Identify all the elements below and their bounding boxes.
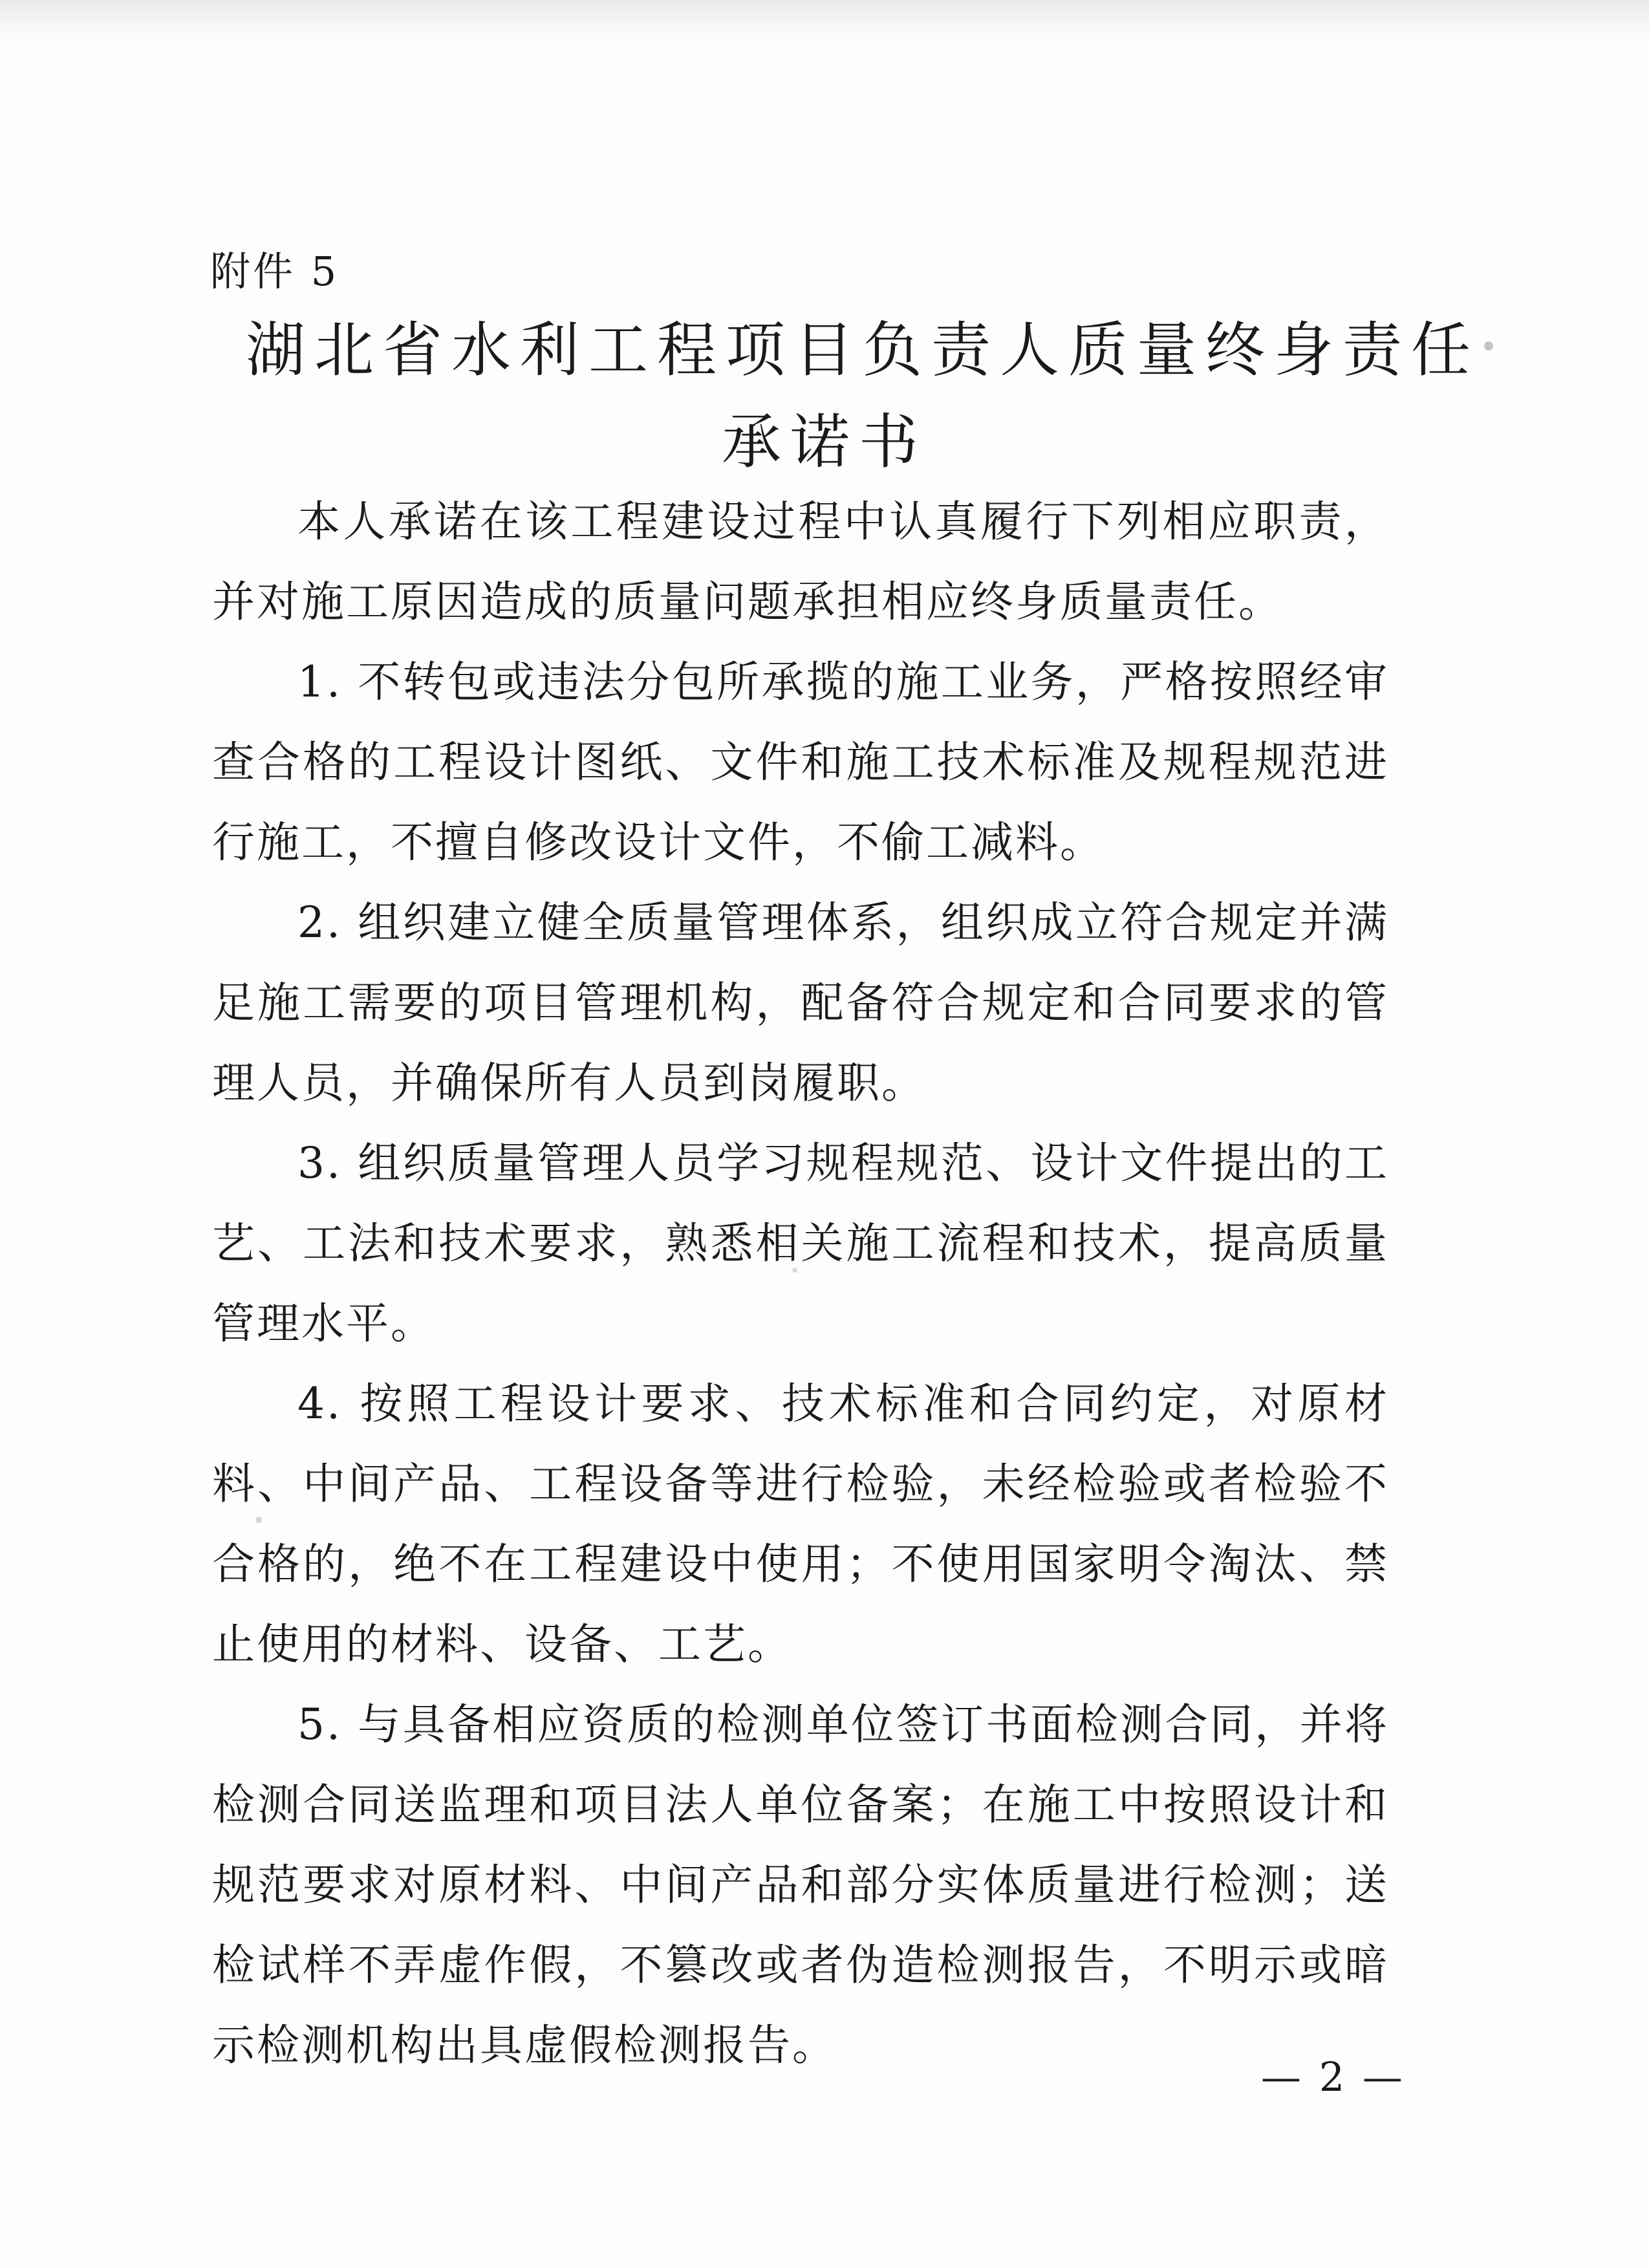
document-body bbox=[212, 482, 1389, 2086]
intro-paragraph: 本人承诺在该工程建设过程中认真履行下列相应职责，并对施工原因造成的质量问题承担相应终身质量责任。 bbox=[212, 497, 1389, 627]
attachment-label: 附件 5 bbox=[210, 248, 339, 295]
commitment-item-2: 2. 组织建立健全质量管理体系，组织成立符合规定并满足施工需要的项目管理机构，配备符合规定和合同要求的管理人员，并确保所有人员到岗履职。 bbox=[212, 898, 1389, 1108]
document-title-line-1: 湖北省水利工程项目负责人质量终身责任 bbox=[246, 316, 1480, 385]
document-title-line-2: 承诺书 bbox=[721, 407, 927, 477]
page-number: — 2 — bbox=[1261, 2053, 1405, 2101]
commitment-item-5: 5. 与具备相应资质的检测单位签订书面检测合同，并将检测合同送监理和项目法人单位备案；在施工中按照设计和规范要求对原材料、中间产品和部分实体质量进行检测；送检试样不弄虚作假，不篡改或者伪造检测报告，不明示或暗示检测机构出具虚假检测报告。 bbox=[212, 1700, 1389, 2070]
commitment-item-4: 4. 按照工程设计要求、技术标准和合同约定，对原材料、中间产品、工程设备等进行检验，未经检验或者检验不合格的，绝不在工程建设中使用；不使用国家明令淘汰、禁止使用的材料、设备、工艺。 bbox=[212, 1379, 1389, 1669]
commitment-item-1: 1. 不转包或违法分包所承揽的施工业务，严格按照经审查合格的工程设计图纸、文件和施工技术标准及规程规范进行施工，不擅自修改设计文件，不偷工减料。 bbox=[212, 657, 1389, 867]
scan-speck bbox=[1484, 341, 1493, 351]
scan-edge-shadow bbox=[0, 0, 1649, 45]
commitment-item-3: 3. 组织质量管理人员学习规程规范、设计文件提出的工艺、工法和技术要求，熟悉相关施工流程和技术，提高质量管理水平。 bbox=[212, 1138, 1389, 1348]
